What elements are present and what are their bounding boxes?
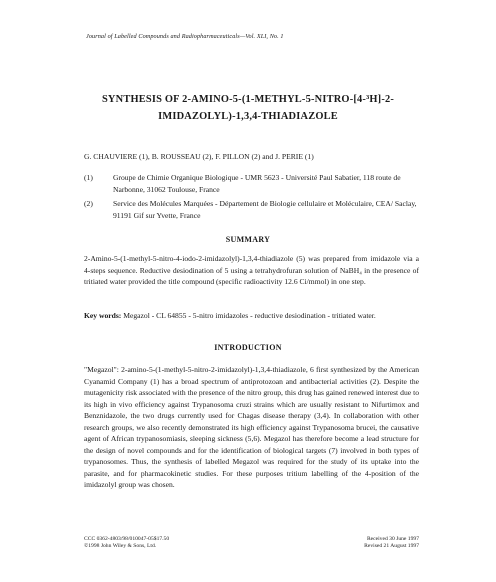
footer-copyright: ©1998 John Wiley & Sons, Ltd. xyxy=(84,543,157,549)
received-date: Received 30 June 1997 xyxy=(366,536,419,542)
summary-heading: SUMMARY xyxy=(225,235,271,244)
introduction-paragraph xyxy=(84,364,419,491)
revised-date: Revised 21 August 1997 xyxy=(364,543,419,549)
keywords-text: Megazol - CL 64855 - 5-nitro imidazoles - reductive desiodination - tritiated water. xyxy=(123,311,376,320)
footer-code: CCC 0362-4803/98/010047-05$17.50 xyxy=(84,536,170,542)
footer-left xyxy=(84,536,169,550)
affiliation-text: Service des Molécules Marquées - Département de Biologie cellulaire et Moléculaire, CEA/ Saclay, 91191 Gif sur Yvette, France xyxy=(113,199,417,220)
author-list: G. CHAUVIERE (1), B. ROUSSEAU (2), F. PILLON (2) and J. PERIE (1) xyxy=(84,152,314,161)
affiliation-number: (1) xyxy=(84,173,93,182)
affiliation-1 xyxy=(84,172,424,195)
journal-header: Journal of Labelled Compounds and Radiopharmaceuticals—Vol. XLI, No. 1 xyxy=(86,33,284,40)
introduction-heading: INTRODUCTION xyxy=(214,343,282,352)
summary-paragraph xyxy=(84,253,419,288)
title-line-1: SYNTHESIS OF 2-AMINO-5-(1-METHYL-5-NITRO-[4-³H]-2- xyxy=(101,94,395,105)
keywords-paragraph xyxy=(84,310,419,322)
affiliation-number: (2) xyxy=(84,199,93,208)
footer-right xyxy=(340,536,419,550)
summary-text: 2-Amino-5-(1-methyl-5-nitro-4-iodo-2-imidazolyl)-1,3,4-thiadiazole (5) was prepared from imidazole via a 4-steps sequence. Reductive desiodination of 5 using a tetrahydrofuran solution of NaBH₄ in the presence of tritiated water provided the title compound (specific radioactivity 12.6 Ci/mmol) in one step. xyxy=(84,254,419,286)
keywords-label: Key words: xyxy=(84,311,122,320)
affiliation-text: Groupe de Chimie Organique Biologique - UMR 5623 - Université Paul Sabatier, 118 route de Narbonne, 31062 Toulouse, France xyxy=(113,173,401,194)
article-title xyxy=(60,91,436,125)
title-line-2: IMIDAZOLYL)-1,3,4-THIADIAZOLE xyxy=(158,111,338,122)
introduction-text: "Megazol": 2-amino-5-(1-methyl-5-nitro-2-imidazolyl)-1,3,4-thiadiazole, 6 first synthesized by the American Cyanamid Company (1) has a broad spectrum of antiprotozoan and antibacterial activities (2). Despite the mutagenicity risk associated with the presence of the nitro group, this drug has gained renewed interest due to its high in vivo efficiency against Trypanosoma cruzi strains which are usually resistant to Nifurtimox and Benznidazole, the two drugs currently used for Chagas disease therapy (3,4). In collaboration with other research groups, we also recently demonstrated its high efficiency against Trypanosoma brucei, the causative agent of African trypanosomiasis, sleeping sickness (5,6). Megazol has therefore become a lead structure for the design of novel compounds and for the identification of biological targets (7) involved in both types of trypanosomes. Thus, the synthesis of labelled Megazol was required for the study of its uptake into the parasite, and for pharmacokinetic studies. For these purposes tritium labelling of the 4-position of the imidazolyl group was chosen. xyxy=(84,365,419,489)
affiliation-2 xyxy=(84,198,424,221)
